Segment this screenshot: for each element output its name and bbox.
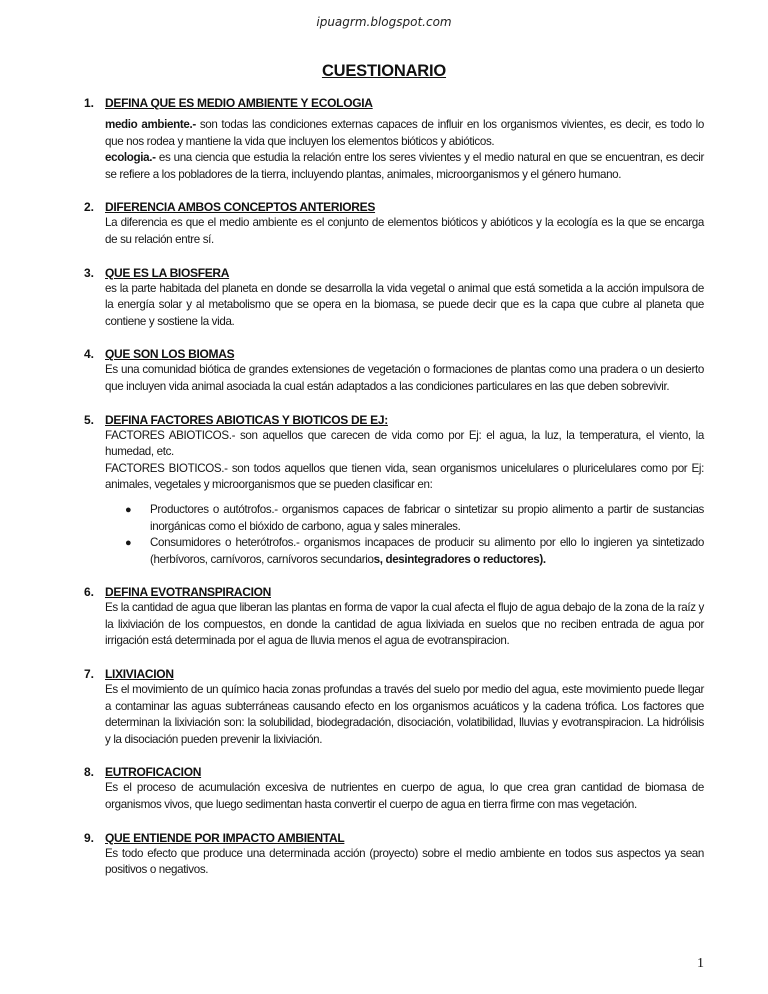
answer-paragraph: ecologia.- es una ciencia que estudia la relación entre los seres vivientes y el medio natural en que se encuentran, es decir se refiere a los pobladores de la tierra, incluyendo plantas, animales, microorganismos y el género humano.	[105, 151, 704, 181]
answer-paragraph: medio ambiente.- son todas las condiciones externas capaces de influir en los organismos vivientes, es decir, es todo lo que nos rodea y mantiene la vida que incluyen los elementos bióticos y abióticos.	[105, 118, 704, 148]
question-title: DEFINA QUE ES MEDIO AMBIENTE Y ECOLOGIA	[105, 96, 373, 110]
question-8	[84, 764, 704, 813]
question-number: 7.	[84, 667, 95, 682]
question-number: 2.	[84, 200, 95, 215]
question-title: DEFINA EVOTRANSPIRACION	[105, 585, 271, 600]
list-item: ● Consumidores o heterótrofos.- organismos incapaces de producir su alimento por ello lo ingieren ya sintetizado (herbívoros, carnívoros, carnívoros secundarios, desintegradores o reductores).	[125, 536, 704, 566]
question-number: 6.	[84, 585, 95, 600]
question-number: 3.	[84, 265, 95, 280]
question-5	[84, 412, 704, 569]
question-title: QUE ES LA BIOSFERA	[105, 265, 230, 280]
question-number: 8.	[84, 765, 95, 780]
page-title: CUESTIONARIO	[321, 62, 447, 80]
question-6	[84, 584, 704, 650]
question-title: QUE ENTIENDE POR IMPACTO AMBIENTAL	[105, 830, 345, 845]
question-3	[84, 265, 704, 331]
term-label: medio ambiente.-	[105, 118, 196, 131]
header-url: ipuagrm.blogspot.com	[316, 15, 452, 29]
term-label: ecologia.-	[105, 151, 156, 165]
answer-body: Es una comunidad biótica de grandes extensiones de vegetación o formaciones de plantas como una pradera o un desierto que incluyen vida animal asociada la cual están adaptados a las condiciones particulares en las que deben sobrevivir.	[105, 363, 704, 393]
question-4	[84, 346, 704, 395]
question-list	[84, 95, 704, 879]
bullet-icon: ●	[125, 537, 132, 550]
answer-body: Es el proceso de acumulación excesiva de nutrientes en cuerpo de agua, lo que crea gran cantidad de biomasa de organismos vivos, que luego sedimentan hasta convertir el cuerpo de agua en tierra firme con mas vegetación.	[105, 781, 704, 812]
answer-body: Es todo efecto que produce una determinada acción (proyecto) sobre el medio ambiente en todos sus aspectos ya sean positivos o negativos.	[105, 846, 704, 877]
page-number: 1	[697, 956, 704, 971]
answer-body: Es la cantidad de agua que liberan las plantas en forma de vapor la cual afecta el flujo de agua debajo de la zona de la raíz y la lixiviación de los compuestos, en donde la cantidad de agua lixiviada en suelos que no reciben entrada de agua por irrigación está determinada por el agua de lluvia menos el agua de evotranspiracion.	[105, 601, 704, 648]
question-number: 4.	[84, 347, 95, 362]
question-title: DIFERENCIA AMBOS CONCEPTOS ANTERIORES	[105, 200, 376, 215]
question-9	[84, 830, 704, 879]
question-title: LIXIVIACION	[105, 667, 174, 682]
bullet-icon: ●	[125, 503, 132, 516]
answer-body: FACTORES ABIOTICOS.- son aquellos que carecen de vida como por Ej: el agua, la luz, la temperatura, el viento, la humedad, etc. FACTORES BIOTICOS.- son todos aquellos que tienen vida, sean organismos unicelulares o pluricelulares como por Ej: animales, vegetales y microorganismos que se pueden clasificar en: ● Productores o autótrofos.- organismos capaces de fabricar o sintetizar su propio alimento a partir de sustancias inorgánicas como el bióxido de carbono, agua y sales minerales. ● Consumidores o heterótrofos.- organismos incapaces de producir su alimento por ello lo ingieren ya sintetizado (herbívoros, carnívoros, carnívoros secundarios, desintegradores o reductores).	[105, 428, 704, 569]
question-number: 5.	[84, 412, 95, 427]
question-number: 9.	[84, 830, 95, 845]
question-title: QUE SON LOS BIOMAS	[105, 347, 235, 362]
answer-body: La diferencia es que el medio ambiente es el conjunto de elementos bióticos y abióticos y la ecología es la que se encarga de su relación entre sí.	[105, 216, 704, 246]
answer-body: Es el movimiento de un químico hacia zonas profundas a través del suelo por medio del agua, este movimiento puede llegar a contaminar las aguas subterráneas causando efecto en los organismos acuáticos y la cadena trófica. Los factores que determinan la lixiviación son: la solubilidad, biodegradación, disociación, volatibilidad, lluvias y evotranspiracion. La hidrólisis y la disociación pueden prevenir la lixiviación.	[105, 683, 704, 746]
answer-body: es la parte habitada del planeta en donde se desarrolla la vida vegetal o animal que está sometida a la acción impulsora de la energía solar y al metabolismo que se opera en la biomasa, se puede decir que es la capa que cubre al planeta que contiene y sostiene la vida.	[105, 281, 704, 328]
question-title: EUTROFICACION	[105, 765, 202, 780]
bullet-list	[105, 502, 704, 568]
answer-body	[105, 117, 704, 183]
list-item: ● Productores o autótrofos.- organismos capaces de fabricar o sintetizar su propio alimento a partir de sustancias inorgánicas como el bióxido de carbono, agua y sales minerales.	[125, 502, 704, 533]
question-number: 1.	[84, 96, 95, 110]
question-title: DEFINA FACTORES ABIOTICAS Y BIOTICOS DE EJ:	[105, 412, 388, 427]
question-1	[84, 95, 704, 183]
question-7	[84, 666, 704, 748]
question-2	[84, 199, 704, 248]
